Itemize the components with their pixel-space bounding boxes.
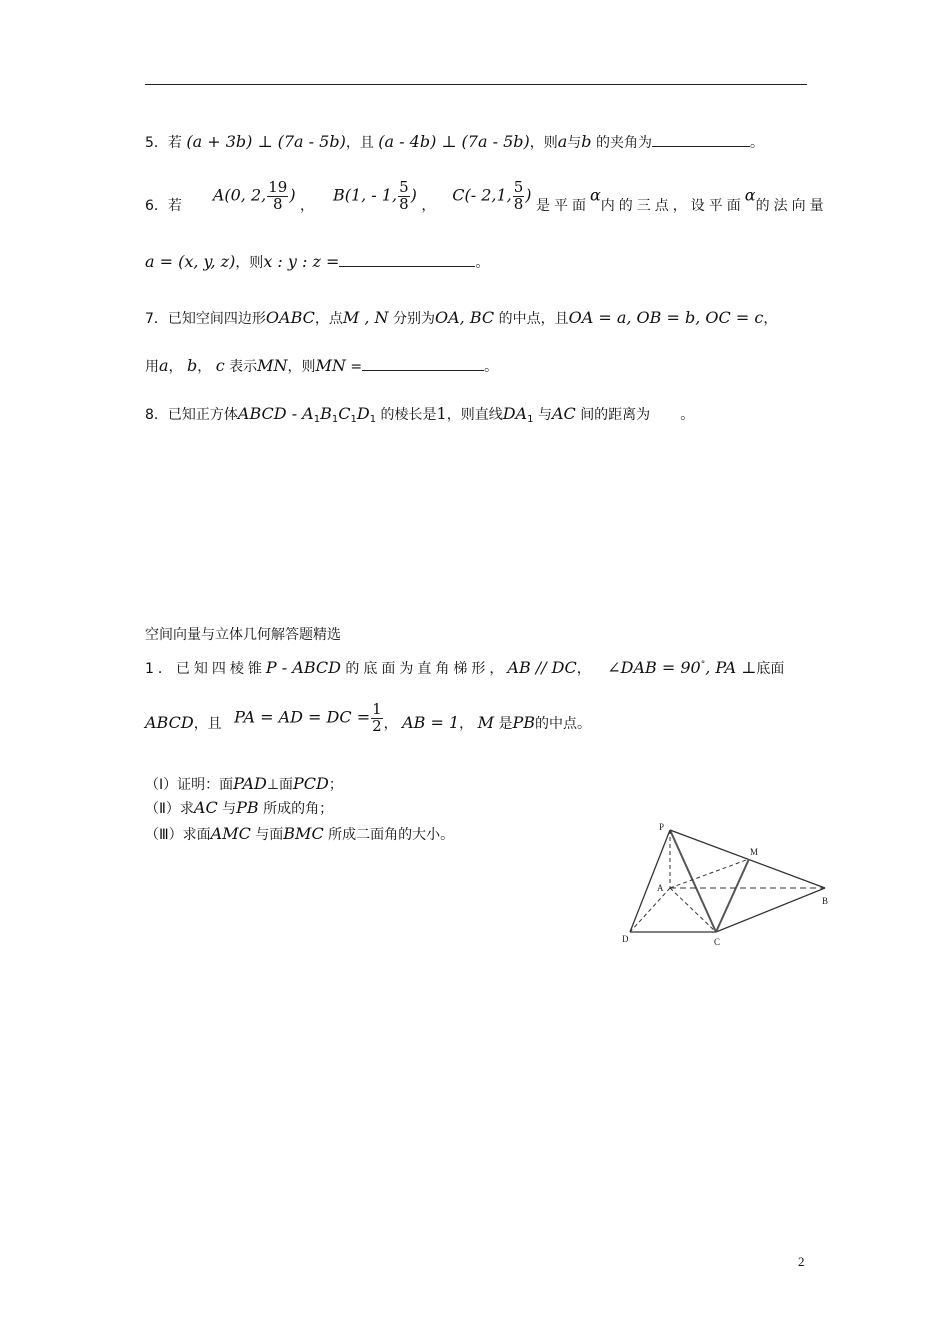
point-B: B(1, - 1,: [332, 185, 398, 205]
plane-AMC: AMC: [210, 824, 251, 843]
label-D: D: [622, 934, 629, 944]
cube-C1: C: [338, 404, 351, 423]
problem-7-then: ，则: [287, 359, 316, 375]
ratio-expr: x : y : z =: [263, 252, 340, 271]
point-B-num: 5: [399, 178, 409, 196]
part-i-perp: ⊥面: [266, 777, 294, 793]
problem-6-end: 。: [475, 255, 490, 271]
problem-7: [145, 310, 777, 326]
point-A-close: ): [289, 185, 296, 205]
point-C-frac: [513, 180, 525, 213]
edge-PD: [630, 830, 670, 932]
problem-6-number: 6．若: [145, 198, 182, 215]
problem-5: [145, 134, 764, 150]
label-M: M: [750, 847, 759, 857]
sep-2: ，: [197, 359, 212, 375]
problem-7-comma: ，: [763, 311, 778, 327]
plane-BMC: BMC: [283, 824, 324, 843]
point-B-den: 8: [399, 194, 409, 213]
answer-blank-6: [339, 254, 475, 267]
problem-6-text2: 内的三点，设平面: [600, 198, 745, 215]
problem-6-text1: 是平面: [535, 198, 590, 215]
problem-7-eq: =: [350, 359, 363, 375]
sub-1e: 1: [527, 414, 534, 425]
part-i-end: ；: [328, 777, 343, 793]
sub-1c: 1: [350, 414, 357, 425]
sub-1b: 1: [331, 414, 339, 425]
problem-7-number: 7．已知空间四边形: [145, 311, 266, 327]
point-C: C(- 2,1,: [452, 185, 512, 205]
vector-conditions: OA = a, OB = b, OC = c: [568, 308, 764, 327]
problem-5-b: b: [581, 132, 592, 151]
problem-6-line2: [145, 254, 489, 270]
part-i-label: （Ⅰ）证明：面: [145, 777, 234, 793]
label-P: P: [659, 822, 665, 832]
part-ii-yu: 与: [222, 801, 237, 817]
problem-5-end: 。: [749, 135, 764, 151]
problem-6-comma2: ，: [421, 198, 436, 215]
half-den: 2: [372, 716, 382, 735]
header-rule: [145, 84, 807, 85]
problem-7-end: 。: [484, 359, 499, 375]
problem-8-text3: 间的距离为: [580, 407, 651, 423]
vec-c: c: [215, 356, 225, 375]
problem-5-ask: 的夹角为: [595, 135, 652, 151]
problem-8-yu: 与: [537, 407, 552, 423]
problem-5-and: ，且: [345, 135, 374, 151]
pa-perp: , PA ⊥: [705, 658, 757, 677]
line-AC: AC: [551, 404, 576, 423]
cube-B1: B: [320, 404, 332, 423]
problem-6-comma1: ，: [300, 198, 315, 215]
problem-8-number: 8．已知正方体: [145, 407, 238, 423]
point-A-den: 8: [273, 194, 283, 213]
q1-comma: ，: [576, 661, 591, 677]
problem-6-then: ，则: [235, 255, 264, 271]
part-ii-label: （Ⅱ）求: [145, 801, 194, 817]
problem-7-text3: 表示: [229, 359, 258, 375]
length-eq: PA = AD = DC =: [234, 707, 371, 727]
plane-PCD: PCD: [293, 774, 329, 793]
segment-AC-fig: [670, 888, 716, 932]
part-i: [145, 776, 343, 792]
problem-5-yu: 与: [567, 135, 582, 151]
quad-OABC: OABC: [265, 308, 315, 327]
q1-number: 1．已知四棱锥: [145, 661, 266, 677]
degree-sign: °: [700, 660, 706, 670]
label-A: A: [657, 883, 664, 893]
problem-5-then: ，则: [529, 135, 558, 151]
sub-1d: 1: [369, 414, 377, 425]
problem-7-point: ，点: [314, 311, 343, 327]
q1-text1: 的底面为直角梯形，: [345, 661, 508, 677]
problem-8-text2: ，则直线: [446, 407, 503, 423]
half-num: 1: [372, 700, 382, 718]
answer-blank-5: [652, 134, 750, 147]
q1-text2: 底面: [756, 661, 785, 677]
vec-a: a: [159, 356, 169, 375]
segment-AC: AC: [193, 798, 218, 817]
pyramid-figure: [610, 818, 840, 958]
problem-8-text1: 的棱长是: [380, 407, 437, 423]
problem-5-expr1: (a + 3b) ⊥ (7a - 5b): [186, 132, 346, 151]
segment-PB-2: PB: [236, 798, 259, 817]
q1-comma2: ，: [383, 716, 398, 733]
parallel-cond: AB // DC: [507, 658, 577, 677]
problem-5-number: 5．若: [145, 135, 182, 151]
points-MN: M , N: [342, 308, 389, 327]
point-M: M: [477, 713, 495, 733]
problem-8: [145, 404, 695, 425]
q1-shi: 是: [498, 716, 513, 733]
part-iii-label: （Ⅲ）求面: [145, 827, 211, 843]
label-C: C: [714, 937, 721, 947]
edge-length: 1: [436, 404, 447, 423]
pyramid: P - ABCD: [265, 658, 341, 677]
part-ii: [145, 800, 333, 816]
vec-MN: MN: [257, 356, 288, 375]
part-iii-yu: 与面: [255, 827, 284, 843]
q1-qie: ，且: [193, 716, 222, 733]
sep-1: ，: [168, 359, 183, 375]
problem-7-yong: 用: [145, 359, 159, 375]
segments-OA-BC: OA, BC: [434, 308, 495, 327]
problem-7-text1: 分别为: [392, 311, 435, 327]
point-A-num: 19: [268, 178, 288, 196]
cube-D1: D: [356, 404, 370, 423]
plane-PAD: PAD: [233, 774, 267, 793]
alpha-symbol-1: α: [589, 185, 601, 205]
problem-7-line2: [145, 358, 498, 374]
cube-base: ABCD - A: [237, 404, 314, 423]
problem-7-text2: 的中点，且: [498, 311, 569, 327]
sub-1a: 1: [313, 414, 321, 425]
question-1-line2: [145, 702, 591, 735]
problem-5-a: a: [557, 132, 568, 151]
point-B-frac: [398, 180, 410, 213]
point-A: A(0, 2,: [212, 185, 267, 205]
point-C-den: 8: [513, 194, 524, 213]
part-ii-end: 所成的角；: [263, 801, 334, 817]
vec-b: b: [187, 356, 198, 375]
vec-MN-2: MN: [315, 356, 346, 375]
point-B-close: ): [410, 185, 417, 205]
point-C-num: 5: [513, 178, 524, 196]
point-A-frac: [267, 180, 288, 213]
alpha-symbol-2: α: [744, 185, 756, 205]
ab-eq: AB = 1: [402, 713, 460, 733]
normal-vector: a = (x, y, z): [145, 252, 236, 271]
q1-text3: 的中点。: [535, 716, 591, 733]
section-title: 空间向量与立体几何解答题精选: [145, 627, 341, 643]
line-DA: DA: [502, 404, 528, 423]
page-number: 2: [798, 1254, 805, 1269]
answer-blank-7: [362, 358, 484, 371]
q1-comma3: ，: [459, 716, 474, 733]
label-B: B: [822, 896, 829, 906]
base-ABCD: ABCD: [145, 713, 194, 733]
angle-cond: ∠DAB = 90: [607, 658, 701, 677]
edge-AD: [630, 888, 670, 932]
problem-5-expr2: (a - 4b) ⊥ (7a - 5b): [378, 132, 530, 151]
half-frac: [371, 702, 383, 735]
part-iii-end: 所成二面角的大小。: [328, 827, 455, 843]
segment-PB: PB: [512, 713, 535, 733]
problem-8-end: 。: [680, 407, 695, 423]
part-iii: [145, 826, 454, 842]
question-1: [145, 660, 784, 676]
problem-6: [145, 180, 828, 213]
point-C-close: ): [525, 185, 532, 205]
problem-6-text3: 的法向量: [755, 198, 828, 215]
